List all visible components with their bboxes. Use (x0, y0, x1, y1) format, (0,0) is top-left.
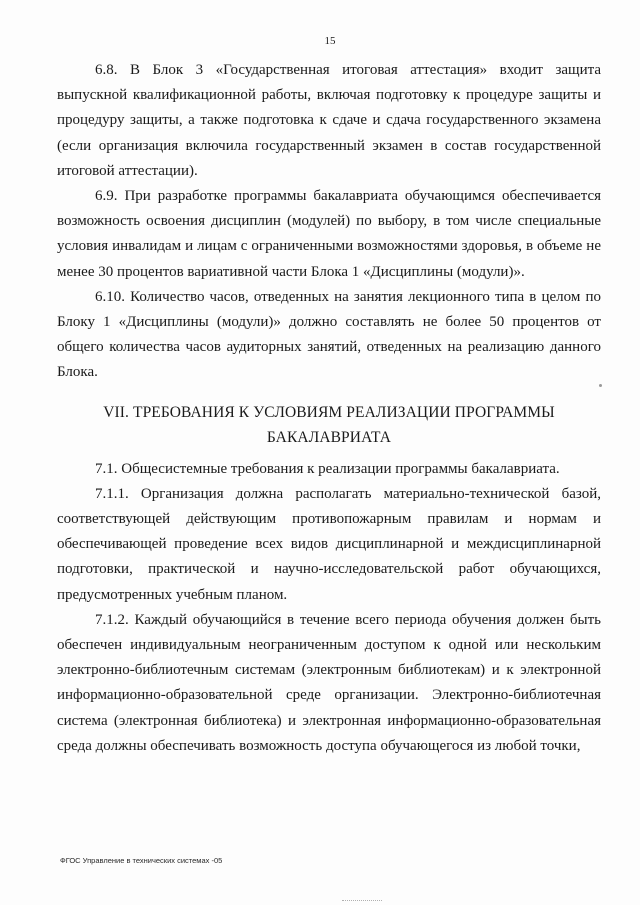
paragraph-6-10: 6.10. Количество часов, отведенных на занятия лекционного типа в целом по Блоку 1 «Дисциплины (модули)» должно составлять не более 50 процентов от общего количества часов аудиторных занятий, отведенных на реализацию данного Блока. (57, 288, 601, 381)
section-heading (57, 400, 601, 451)
section-heading-line-1: VII. ТРЕБОВАНИЯ К УСЛОВИЯМ РЕАЛИЗАЦИИ ПРОГРАММЫ (103, 403, 555, 421)
page-number: 15 (324, 35, 336, 47)
paragraph-6-9: 6.9. При разработке программы бакалавриата обучающимся обеспечивается возможность освоения дисциплин (модулей) по выбору, в том числе специальные условия инвалидам и лицам с ограниченными возможностями здоровья, в объеме не менее 30 процентов вариативной части Блока 1 «Дисциплины (модули)». (57, 188, 601, 280)
scan-speck (599, 384, 602, 387)
paragraph-6-8: 6.8. В Блок 3 «Государственная итоговая аттестация» входит защита выпускной квалификационной работы, включая подготовку к процедуре защиты и процедуру защиты, а также подготовка к сдаче и сдача государственного экзамена (если организация включила государственный экзамен в состав государственной итоговой аттестации). (57, 62, 601, 179)
section-heading-line-2: БАКАЛАВРИАТА (266, 429, 392, 447)
paragraph-7-1: 7.1. Общесистемные требования к реализации программы бакалавриата. (95, 460, 560, 477)
scan-artifact (342, 900, 382, 903)
page-footer: ФГОС Управление в технических системах -05 (60, 856, 223, 865)
paragraph-7-1-2: 7.1.2. Каждый обучающийся в течение всего периода обучения должен быть обеспечен индивидуальным неограниченным доступом к одной или нескольким электронно-библиотечным системам (электронным библиотекам) и к электронной информационно-образовательной среде организации. Электронно-библиотечная система (электронная библиотека) и электронная информационно-образовательная среда должны обеспечивать возможность доступа обучающегося из любой точки, (57, 611, 601, 754)
document-body (57, 58, 601, 759)
paragraph-7-1-1: 7.1.1. Организация должна располагать материально-технической базой, соответствующей действующим противопожарным правилам и нормам и обеспечивающей проведение всех видов дисциплинарной и междисциплинарной подготовки, практической и научно-исследовательской работ обучающихся, предусмотренных учебным планом. (57, 485, 601, 603)
